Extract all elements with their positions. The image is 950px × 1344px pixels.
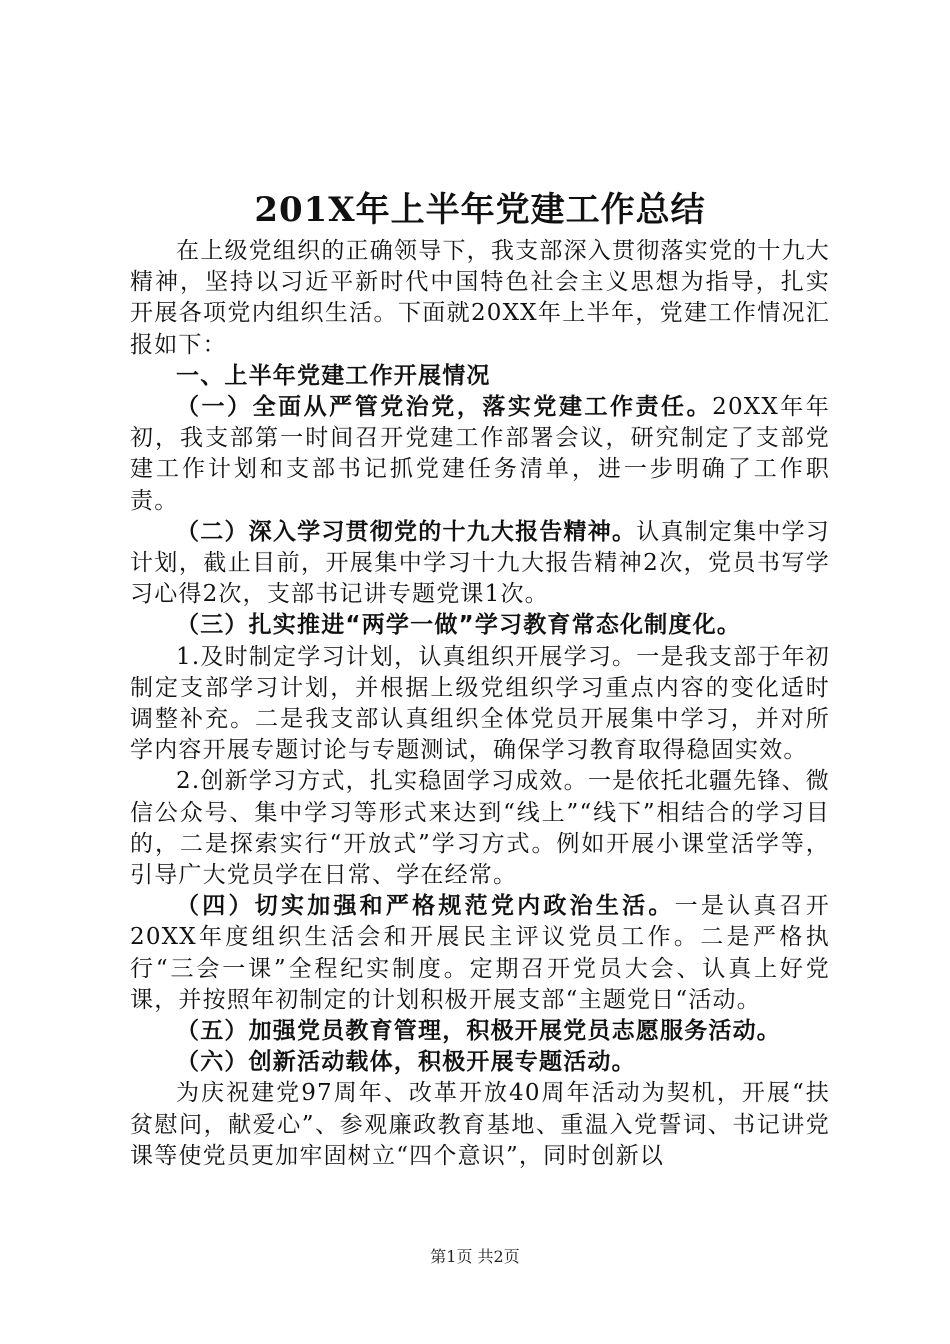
item3-heading: （三）扎实推进“两学一做”学习教育常态化制度化。 xyxy=(176,612,742,639)
item2-paragraph xyxy=(130,517,830,611)
document-title: 201X年上半年党建工作总结 xyxy=(254,190,706,230)
item1-heading: （一）全面从严管党治党，落实党建工作责任。 xyxy=(176,394,713,421)
item4-paragraph xyxy=(130,891,830,1016)
item1-body: 20XX年年初，我支部第一时间召开党建工作部署会议，研究制定了支部党建工作计划和支部书记抓党建任务清单，进一步明确了工作职责。 xyxy=(130,394,830,514)
sub1-paragraph: 1.及时制定学习计划，认真组织开展学习。一是我支部于年初制定支部学习计划，并根据上级党组织学习重点内容的变化适时调整补充。二是我支部认真组织全体党员开展集中学习，并对所学内容开展专题讨论与专题测试，确保学习教育取得稳固实效。 xyxy=(130,643,830,764)
item4-body: 一是认真召开20XX年度组织生活会和开展民主评议党员工作。二是严格执行“三会一课”全程纪实制度。定期召开党员大会、认真上好党课，并按照年初制定的计划积极开展支部“主题党日“活动。 xyxy=(130,893,830,1013)
page-footer: 第1页 共2页 xyxy=(430,1247,520,1266)
document-body xyxy=(130,184,830,1172)
item4-heading: （四）切实加强和严格规范党内政治生活。 xyxy=(176,893,675,920)
item2-body: 认真制定集中学习计划，截止目前，开展集中学习十九大报告精神2次，党员书写学习心得2次，支部书记讲专题党课1次。 xyxy=(130,518,830,608)
item6-paragraph xyxy=(130,1047,830,1078)
section1-heading: 一、上半年党建工作开展情况 xyxy=(176,362,491,389)
item5-heading: （五）加强党员教育管理，积极开展党员志愿服务活动。 xyxy=(176,1018,781,1045)
item3-paragraph xyxy=(130,610,830,641)
item2-heading: （二）深入学习贯彻党的十九大报告精神。 xyxy=(176,518,637,545)
last-paragraph: 为庆祝建党97周年、改革开放40周年活动为契机，开展“扶贫慰问，献爱心”、参观廉政教育基地、重温入党誓词、书记讲党课等使党员更加牢固树立“四个意识”，同时创新以 xyxy=(130,1080,830,1169)
item6-heading: （六）创新活动载体，积极开展专题活动。 xyxy=(176,1049,636,1076)
intro-paragraph: 在上级党组织的正确领导下，我支部深入贯彻落实党的十九大精神，坚持以习近平新时代中国特色社会主义思想为指导，扎实开展各项党内组织生活。下面就20XX年上半年，党建工作情况汇报如下： xyxy=(130,238,830,358)
item1-paragraph xyxy=(130,392,830,517)
section-heading xyxy=(130,361,830,392)
sub2-paragraph: 2.创新学习方式，扎实稳固学习成效。一是依托北疆先锋、微信公众号、集中学习等形式来达到“线上”“线下”相结合的学习目的，二是探索实行“开放式”学习方式。例如开展小课堂活学等，引导广大党员学在日常、学在经常。 xyxy=(130,768,830,889)
item5-paragraph xyxy=(130,1016,830,1047)
